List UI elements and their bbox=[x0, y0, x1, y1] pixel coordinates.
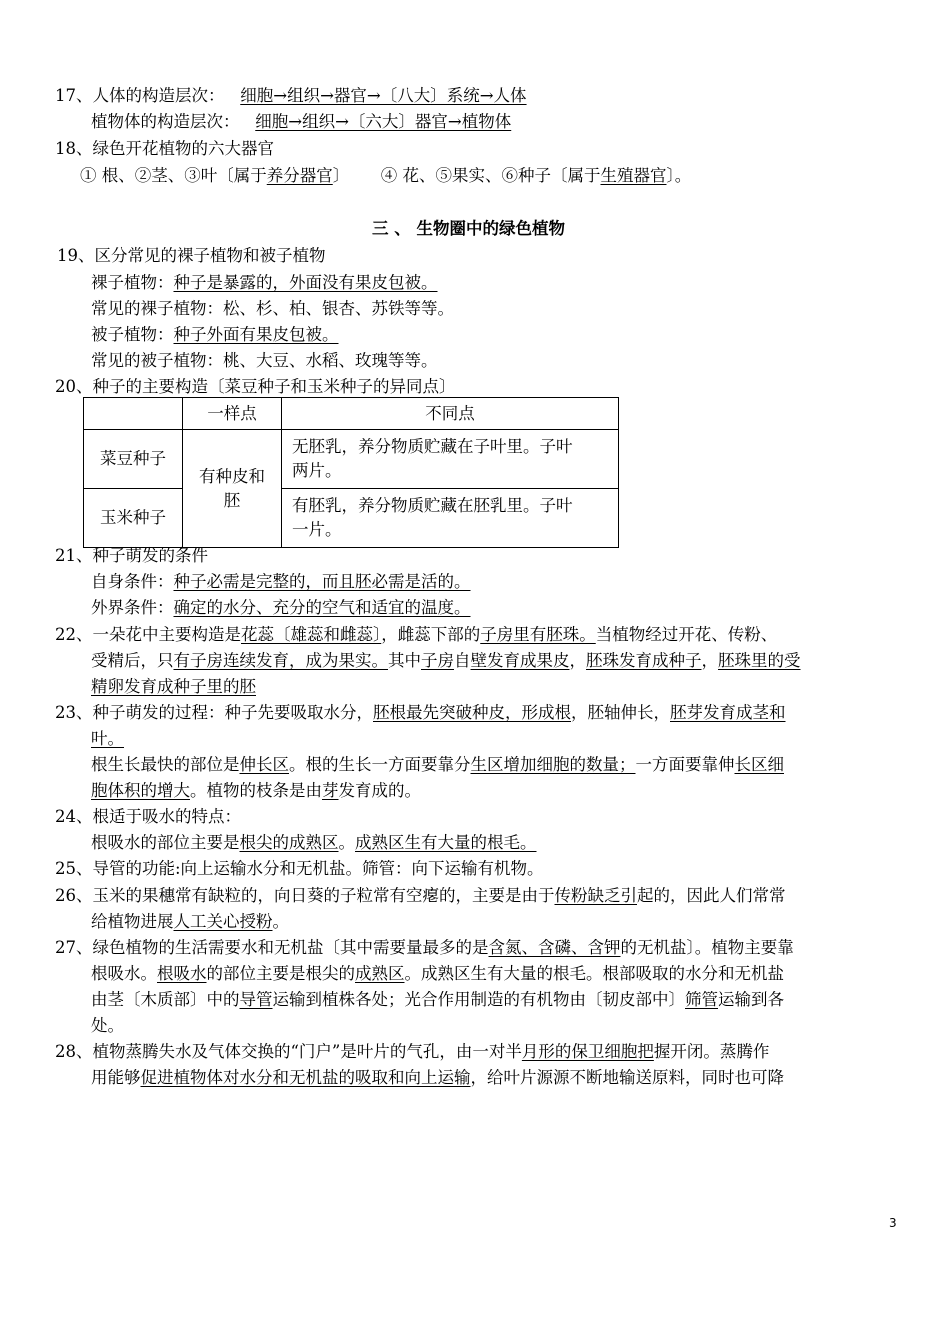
text: 26、玉米的果穗常有缺粒的，向日葵的子粒常有空瘪的，主要是由于 bbox=[55, 886, 555, 905]
underlined-answer: 成熟区 bbox=[355, 964, 405, 983]
underlined-answer: 精卵发育成种子里的胚 bbox=[91, 677, 256, 696]
underlined-answer: 种子必需是完整的，而且胚必需是活的。 bbox=[173, 572, 471, 591]
same-line-1: 有种皮和 bbox=[199, 466, 265, 486]
text: 根吸水。 bbox=[91, 964, 157, 983]
text: 。成熟区生有大量的根毛。根部吸取的水分和无机盐 bbox=[404, 964, 784, 983]
underlined-answer: 长区细 bbox=[734, 755, 784, 774]
text: 根吸水的部位主要是 bbox=[91, 833, 240, 852]
underlined-answer: 养分器官 bbox=[266, 166, 333, 185]
text: 裸子植物： bbox=[91, 273, 174, 292]
text: 的部位主要是根尖的 bbox=[206, 964, 355, 983]
underlined-answer: 胞体积的增大 bbox=[91, 781, 190, 800]
item-22-line-1 bbox=[55, 624, 777, 646]
table-cell-corn-diff bbox=[282, 489, 619, 548]
item-23-line-3 bbox=[91, 754, 784, 776]
underlined-answer: 促进植物体对水分和无机盐的吸取和向上运输 bbox=[140, 1068, 471, 1087]
table-row-name-bean: 菜豆种子 bbox=[84, 430, 183, 489]
text: 28、植物蒸腾失水及气体交换的“门户”是叶片的气孔，由一对半 bbox=[55, 1042, 522, 1061]
item-23-line-2 bbox=[91, 728, 124, 750]
text: 用能够 bbox=[91, 1068, 141, 1087]
underlined-answer: 人工关心授粉 bbox=[173, 912, 273, 931]
item-20: 20、种子的主要构造〔菜豆种子和玉米种子的异同点〕 bbox=[55, 377, 456, 396]
corn-diff-line-1: 有胚乳，养分物质贮藏在胚乳里。子叶 bbox=[292, 496, 573, 515]
item-24: 24、根适于吸水的特点： bbox=[55, 807, 241, 826]
underlined-answer: 细胞→组织→〔六大〕器官→植物体 bbox=[255, 112, 512, 131]
text: 根生长最快的部位是 bbox=[91, 755, 240, 774]
item-21-external bbox=[91, 597, 471, 619]
text: 起的，因此人们常常 bbox=[637, 886, 786, 905]
text: 自 bbox=[454, 651, 471, 670]
underlined-answer: 生殖器官 bbox=[600, 166, 667, 185]
item-17-human bbox=[55, 85, 527, 107]
text: 22、一朵花中主要构造是 bbox=[55, 625, 241, 644]
item-18: 18、绿色开花植物的六大器官 bbox=[55, 139, 274, 158]
item-28-line-1 bbox=[55, 1041, 769, 1063]
bean-diff-line-2: 两片。 bbox=[292, 461, 342, 480]
text: 。 bbox=[272, 912, 289, 931]
text: 一方面要靠伸 bbox=[635, 755, 735, 774]
item-19-gymnosperm bbox=[91, 272, 438, 294]
underlined-answer: 伸长区 bbox=[239, 755, 289, 774]
item-18-organs bbox=[80, 165, 691, 187]
item-26-line-2 bbox=[91, 911, 289, 933]
underlined-answer: 生区增加细胞的数量； bbox=[470, 755, 636, 774]
item-21: 21、种子萌发的条件 bbox=[55, 546, 208, 565]
text: 23、种子萌发的过程：种子先要吸取水分， bbox=[55, 703, 373, 722]
item-23-line-4 bbox=[91, 780, 421, 802]
underlined-answer: 导管 bbox=[239, 990, 273, 1009]
item-27-line-3 bbox=[91, 989, 784, 1011]
text: 其中 bbox=[388, 651, 421, 670]
underlined-answer: 种子外面有果皮包被。 bbox=[173, 325, 339, 344]
underlined-answer: 胚珠发育成种子 bbox=[586, 651, 702, 670]
table-header-same: 一样点 bbox=[183, 398, 282, 430]
item-26-line-1 bbox=[55, 885, 786, 907]
underlined-answer: 胚珠里的受 bbox=[718, 651, 801, 670]
text: 给植物进展 bbox=[91, 912, 174, 931]
text: 发育成的。 bbox=[338, 781, 421, 800]
underlined-answer: 种子是暴露的，外面没有果皮包被。 bbox=[173, 273, 438, 292]
underlined-answer: 胚芽发育成茎和 bbox=[670, 703, 786, 722]
underlined-answer: 筛管 bbox=[685, 990, 718, 1009]
table-cell-same bbox=[183, 430, 282, 548]
item-27-line-2 bbox=[91, 963, 784, 985]
same-line-2: 胚 bbox=[223, 490, 241, 510]
underlined-answer: 传粉缺乏引 bbox=[554, 886, 637, 905]
item-19-gymnosperm-examples: 常见的裸子植物：松、杉、柏、银杏、苏铁等等。 bbox=[91, 299, 454, 318]
item-27-line-1 bbox=[55, 937, 794, 959]
text: 〕。 bbox=[666, 166, 692, 185]
underlined-answer: 胚根最先突破种皮，形成根 bbox=[373, 703, 571, 722]
underlined-answer: 月形的保卫细胞把 bbox=[521, 1042, 654, 1061]
underlined-answer: 芽 bbox=[322, 781, 339, 800]
text: 〕 bbox=[332, 166, 350, 185]
text: 。根的生长一方面要靠分 bbox=[289, 755, 471, 774]
underlined-answer: 子房 bbox=[421, 651, 454, 670]
section-title: 三 、 生物圈中的绿色植物 bbox=[372, 219, 565, 238]
page-number: 3 bbox=[889, 1216, 897, 1230]
item-25: 25、导管的功能:向上运输水分和无机盐。筛管：向下运输有机物。 bbox=[55, 859, 544, 878]
item-24-detail bbox=[91, 832, 537, 854]
underlined-answer: 确定的水分、充分的空气和适宜的温度。 bbox=[173, 598, 471, 617]
text: 17、人体的构造层次： bbox=[55, 86, 225, 105]
underlined-answer: 细胞→组织→器官→〔八大〕系统→人体 bbox=[240, 86, 527, 105]
text: ，胚轴伸长， bbox=[571, 703, 670, 722]
text: ， bbox=[569, 651, 586, 670]
bean-diff-line-1: 无胚乳，养分物质贮藏在子叶里。子叶 bbox=[292, 437, 573, 456]
underlined-answer: 有子房连续发育，成为果实。 bbox=[173, 651, 388, 670]
text: 运输到各 bbox=[718, 990, 784, 1009]
text: 。植物的枝条是由 bbox=[190, 781, 322, 800]
underlined-answer: 叶。 bbox=[91, 729, 124, 748]
table-cell-empty bbox=[84, 398, 183, 430]
item-19-angiosperm bbox=[91, 324, 339, 346]
text: 当植物经过开花、传粉、 bbox=[595, 625, 778, 644]
text: 被子植物： bbox=[91, 325, 174, 344]
item-19-angiosperm-examples: 常见的被子植物：桃、大豆、水稻、玫瑰等等。 bbox=[91, 351, 438, 370]
text: 握开闭。蒸腾作 bbox=[653, 1042, 770, 1061]
text: 外界条件： bbox=[91, 598, 174, 617]
item-27-line-4: 处。 bbox=[91, 1016, 124, 1035]
text: 。 bbox=[338, 833, 355, 852]
text: ， bbox=[701, 651, 718, 670]
text: ④ 花、⑤果实、⑥种子〔属于 bbox=[380, 166, 601, 185]
underlined-answer: 根尖的成熟区 bbox=[239, 833, 339, 852]
text: 自身条件： bbox=[91, 572, 174, 591]
table-row bbox=[84, 489, 619, 548]
item-28-line-2 bbox=[91, 1067, 784, 1089]
text: 的无机盐〕。植物主要靠 bbox=[620, 938, 794, 957]
table-row-name-corn: 玉米种子 bbox=[84, 489, 183, 548]
underlined-answer: 成熟区生有大量的根毛。 bbox=[355, 833, 537, 852]
item-21-internal bbox=[91, 571, 471, 593]
table-header-row bbox=[84, 398, 619, 430]
item-23-line-1 bbox=[55, 702, 786, 724]
text: 受精后，只 bbox=[91, 651, 174, 670]
text: 27、绿色植物的生活需要水和无机盐〔其中需要量最多的是 bbox=[55, 938, 489, 957]
item-22-line-2 bbox=[91, 650, 801, 672]
table-header-diff: 不同点 bbox=[282, 398, 619, 430]
corn-diff-line-2: 一片。 bbox=[292, 520, 342, 539]
text: ，给叶片源源不断地输送原料，同时也可降 bbox=[470, 1068, 784, 1087]
text: ① 根、②茎、③叶〔属于 bbox=[80, 166, 267, 185]
text: 由茎〔木质部〕中的 bbox=[91, 990, 240, 1009]
text: ，雌蕊下部的 bbox=[381, 625, 481, 644]
underlined-answer: 壁发育成果皮 bbox=[470, 651, 570, 670]
text: 植物体的构造层次： bbox=[91, 112, 240, 131]
underlined-answer: 含氮、含磷、含钾 bbox=[488, 938, 621, 957]
item-17-plant bbox=[91, 111, 511, 133]
table-cell-bean-diff bbox=[282, 430, 619, 489]
underlined-answer: 花蕊〔雄蕊和雌蕊〕 bbox=[241, 625, 382, 644]
item-19: 19、区分常见的裸子植物和被子植物 bbox=[57, 246, 326, 265]
item-22-line-3 bbox=[91, 676, 256, 698]
underlined-answer: 子房里有胚珠。 bbox=[480, 625, 596, 644]
seed-comparison-table bbox=[83, 397, 619, 548]
underlined-answer: 根吸水 bbox=[157, 964, 207, 983]
table-row bbox=[84, 430, 619, 489]
text: 运输到植株各处；光合作用制造的有机物由〔韧皮部中〕 bbox=[272, 990, 685, 1009]
